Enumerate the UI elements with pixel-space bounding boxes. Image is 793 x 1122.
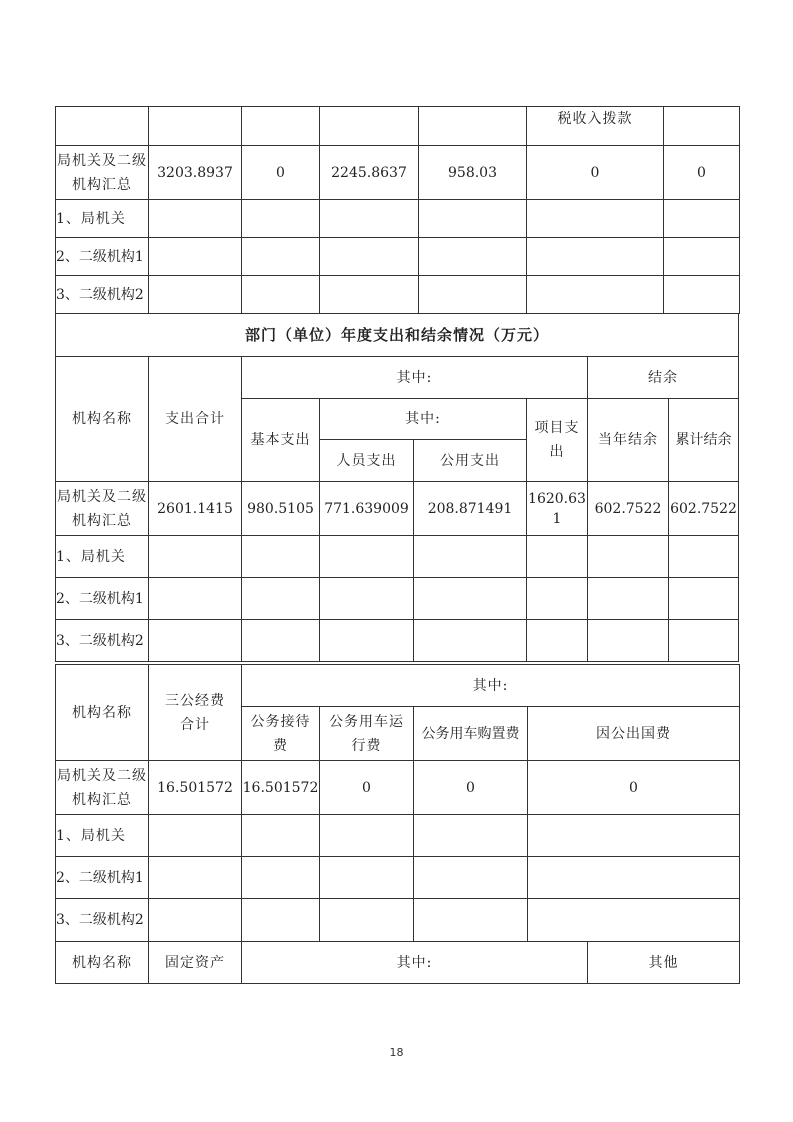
value-cell: 2601.1415 xyxy=(149,482,242,536)
row-label: 1、局机关 xyxy=(56,536,149,578)
value-cell: 602.7522 xyxy=(669,482,739,536)
table-row xyxy=(56,857,740,899)
header-fixed-assets: 固定资产 xyxy=(149,942,242,984)
value-cell: 0 xyxy=(414,761,528,815)
header-overseas: 因公出国费 xyxy=(528,707,740,761)
cell-empty xyxy=(149,107,242,146)
summary-row xyxy=(56,761,740,815)
header-personnel: 人员支出 xyxy=(320,440,414,482)
header-of-which: 其中: xyxy=(242,665,740,707)
row-label: 3、二级机构2 xyxy=(56,899,149,942)
value-cell: 1620.631 xyxy=(527,482,588,536)
row-label: 3、二级机构2 xyxy=(56,276,149,314)
row-label: 局机关及二级机构汇总 xyxy=(56,761,149,815)
value-cell: 980.5105 xyxy=(242,482,320,536)
value-cell: 2245.8637 xyxy=(320,146,419,200)
header-reception: 公务接待费 xyxy=(242,707,320,761)
value-cell: 3203.8937 xyxy=(149,146,242,200)
header-of-which-inner: 其中: xyxy=(320,399,527,440)
row-label: 局机关及二级机构汇总 xyxy=(56,146,149,200)
row-label: 2、二级机构1 xyxy=(56,238,149,276)
table-row xyxy=(56,200,740,238)
value-cell: 0 xyxy=(527,146,664,200)
header-tax-allocation: 税收入拨款 xyxy=(527,107,664,146)
table-row xyxy=(56,578,739,620)
header-vehicle-operation: 公务用车运行费 xyxy=(320,707,414,761)
value-cell: 0 xyxy=(242,146,320,200)
value-cell: 16.501572 xyxy=(242,761,320,815)
summary-row xyxy=(56,146,740,200)
header-other: 其他 xyxy=(588,942,740,984)
cell-empty xyxy=(56,107,149,146)
summary-row xyxy=(56,482,739,536)
three-public-expenses-table xyxy=(55,664,740,942)
header-total: 支出合计 xyxy=(149,357,242,482)
value-cell: 602.7522 xyxy=(588,482,669,536)
section-title-row xyxy=(56,314,739,357)
header-of-which: 其中: xyxy=(242,357,588,399)
cell-empty xyxy=(242,107,320,146)
row-label: 1、局机关 xyxy=(56,200,149,238)
row-label: 1、局机关 xyxy=(56,815,149,857)
table-row xyxy=(56,238,740,276)
value-cell: 771.639009 xyxy=(320,482,414,536)
cell-empty xyxy=(419,107,527,146)
cell-empty xyxy=(320,107,419,146)
header-org-name: 机构名称 xyxy=(56,942,149,984)
table-row xyxy=(56,899,740,942)
header-org-name: 机构名称 xyxy=(56,665,149,761)
header-vehicle-purchase: 公务用车购置费 xyxy=(414,707,528,761)
header-balance: 结余 xyxy=(588,357,739,399)
header-org-name: 机构名称 xyxy=(56,357,149,482)
row-label: 2、二级机构1 xyxy=(56,857,149,899)
row-label: 3、二级机构2 xyxy=(56,620,149,662)
table-row xyxy=(56,276,740,314)
value-cell: 16.501572 xyxy=(149,761,242,815)
page-number: 18 xyxy=(389,1046,404,1059)
header-fragment-row xyxy=(56,107,740,146)
value-cell: 958.03 xyxy=(419,146,527,200)
section-title: 部门（单位）年度支出和结余情况（万元） xyxy=(56,314,739,357)
header-current-balance: 当年结余 xyxy=(588,399,669,482)
header-total: 三公经费合计 xyxy=(149,665,242,761)
income-table xyxy=(55,106,740,314)
value-cell: 0 xyxy=(320,761,414,815)
table-row xyxy=(56,815,740,857)
table-row xyxy=(56,620,739,662)
value-cell: 0 xyxy=(664,146,740,200)
expense-table xyxy=(55,313,739,662)
value-cell: 0 xyxy=(528,761,740,815)
fixed-assets-table xyxy=(55,941,740,984)
row-label: 2、二级机构1 xyxy=(56,578,149,620)
header-cumulative-balance: 累计结余 xyxy=(669,399,739,482)
table-row xyxy=(56,536,739,578)
value-cell: 208.871491 xyxy=(414,482,527,536)
cell-empty xyxy=(664,107,740,146)
header-public: 公用支出 xyxy=(414,440,527,482)
row-label: 局机关及二级机构汇总 xyxy=(56,482,149,536)
header-of-which: 其中: xyxy=(242,942,588,984)
header-project: 项目支出 xyxy=(527,399,588,482)
header-basic: 基本支出 xyxy=(242,399,320,482)
